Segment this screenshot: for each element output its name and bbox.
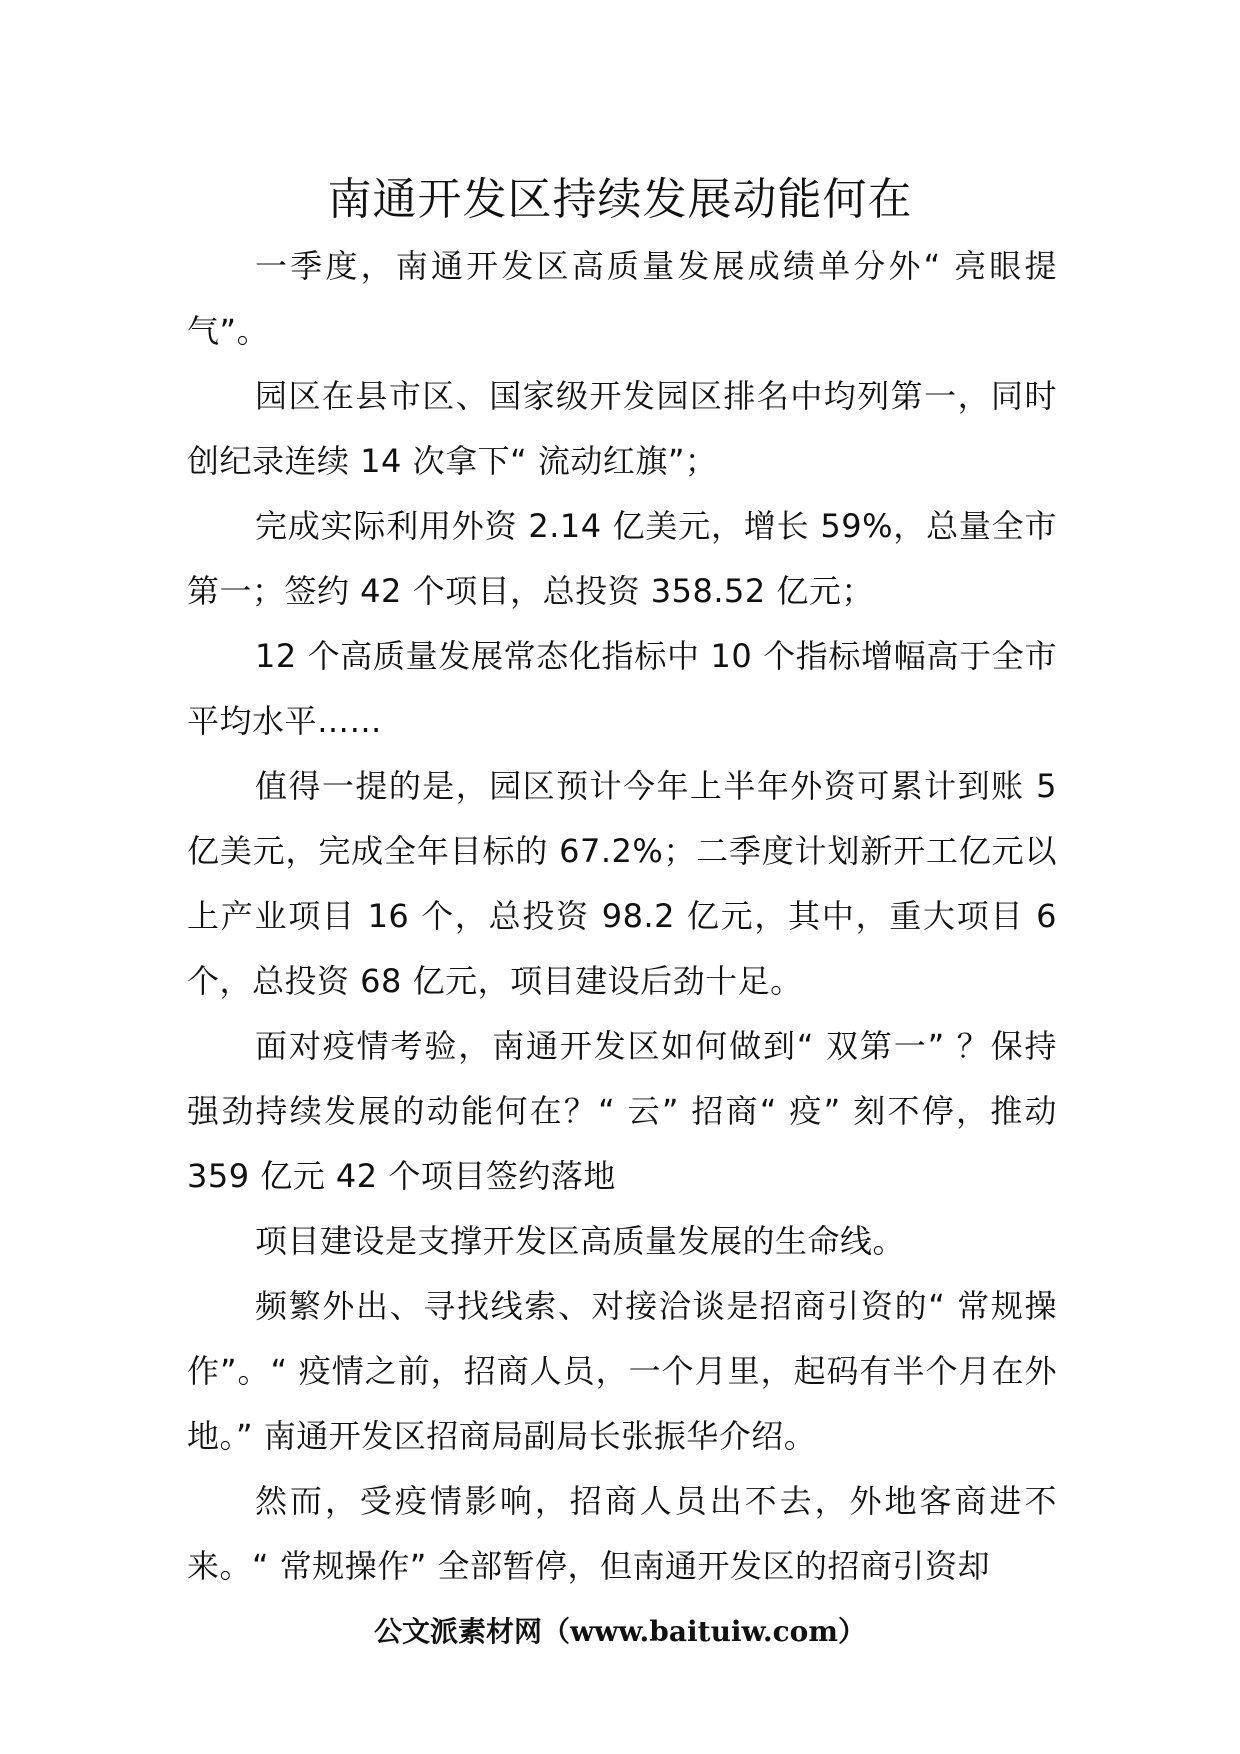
paragraph: 园区在县市区、国家级开发园区排名中均列第一，同时创纪录连续 14 次拿下“ 流动红旗”； — [187, 377, 1057, 480]
paragraph: 频繁外出、寻找线索、对接洽谈是招商引资的“ 常规操作”。“ 疫情之前，招商人员，一个月里，起码有半个月在外地。” 南通开发区招商局副局长张振华介绍。 — [187, 1287, 1057, 1455]
paragraph: 值得一提的是，园区预计今年上半年外资可累计到账 5 亿美元，完成全年目标的 67.2%；二季度计划新开工亿元以上产业项目 16 个，总投资 98.2 亿元，其中，重大项目 6 个，总投资 68 亿元，项目建设后劲十足。 — [187, 767, 1057, 1000]
footer-watermark: 公文派素材网（www.baituiw.com） — [374, 1615, 866, 1648]
paragraph: 12 个高质量发展常态化指标中 10 个指标增幅高于全市平均水平…… — [187, 637, 1057, 740]
paragraph: 一季度，南通开发区高质量发展成绩单分外“ 亮眼提气”。 — [187, 247, 1057, 350]
document-title: 南通开发区持续发展动能何在 — [327, 174, 913, 225]
paragraph: 面对疫情考验，南通开发区如何做到“ 双第一” ？保持强劲持续发展的动能何在？“ 云” 招商“ 疫” 刻不停，推动 359 亿元 42 个项目签约落地 — [187, 1027, 1057, 1195]
document-body — [187, 234, 1057, 1599]
paragraph: 项目建设是支撑开发区高质量发展的生命线。 — [255, 1222, 906, 1260]
paragraph: 然而，受疫情影响，招商人员出不去，外地客商进不来。“ 常规操作” 全部暂停，但南通开发区的招商引资却 — [187, 1482, 1057, 1585]
paragraph: 完成实际利用外资 2.14 亿美元，增长 59%，总量全市第一；签约 42 个项目，总投资 358.52 亿元； — [187, 507, 1057, 610]
